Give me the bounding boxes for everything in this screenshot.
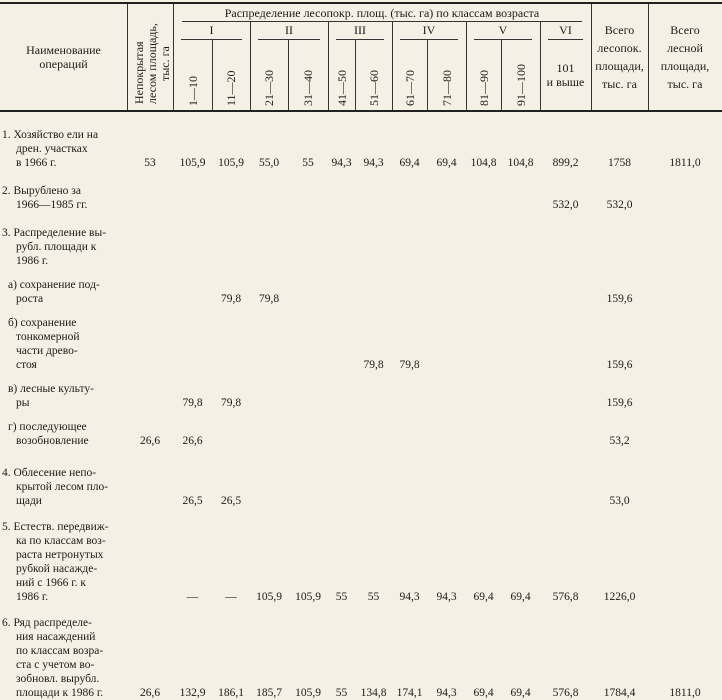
operation-name-line: площади к 1986 г. <box>16 687 104 699</box>
operation-name-line: роста <box>16 293 44 305</box>
cell-value: 55,0 <box>258 157 280 169</box>
age-class-4: IV <box>422 23 436 37</box>
cell-value: 185,7 <box>256 687 282 699</box>
total-covered-line: тыс. га <box>602 77 637 91</box>
cell-value: 105,9 <box>295 591 321 603</box>
header-uncovered-line: Непокрытая <box>132 41 146 104</box>
cell-value: 94,3 <box>331 157 352 169</box>
operation-name-line: дрен. участках <box>16 143 88 155</box>
cell-value: 132,9 <box>179 687 206 699</box>
operation-name <box>0 128 127 170</box>
age-range-5: 41—50 <box>334 70 349 106</box>
cell-value: 105,9 <box>295 687 321 699</box>
cell-value: 55 <box>367 591 380 603</box>
cell-value: 159,6 <box>606 293 633 305</box>
cell-value: 79,8 <box>220 397 242 409</box>
operation-name-line: ры <box>16 397 30 409</box>
cell-value: 79,8 <box>220 293 242 305</box>
operation-name-line: в 1966 г. <box>16 157 57 169</box>
table-row <box>0 122 722 170</box>
cell-value: 576,8 <box>552 591 579 603</box>
operation-name-line: части древо- <box>16 345 78 357</box>
cell-value: 174,1 <box>396 687 423 699</box>
operation-name-line: крытой лесом пло- <box>16 481 109 493</box>
age-range-8: 71—80 <box>439 70 454 106</box>
age-range-7: 61—70 <box>402 70 417 106</box>
total-forest-line: Всего <box>670 23 700 37</box>
operation-name-line: возобновление <box>16 435 89 447</box>
operation-name-line: стоя <box>16 359 37 371</box>
operation-name <box>0 382 127 410</box>
header-total-covered <box>591 4 648 110</box>
operation-name-line: а) сохранение под- <box>8 279 100 291</box>
cell-value: 55 <box>335 687 348 699</box>
operation-name <box>0 466 127 508</box>
distribution-title: Распределение лесопокр. площ. (тыс. га) по классам возраста <box>224 5 540 20</box>
cell-value: — <box>186 591 199 603</box>
cell-value: 26,6 <box>139 687 161 699</box>
cell-value: 105,9 <box>179 157 206 169</box>
cell-value: 69,4 <box>510 591 531 603</box>
total-forest-line: площади, <box>660 59 710 73</box>
table-header <box>0 2 722 112</box>
total-covered-line: лесопок. <box>597 41 642 55</box>
operation-name-line: 3. Распределение вы- <box>2 227 107 239</box>
operation-name-line: ка по классам воз- <box>16 535 106 547</box>
operation-name-line: 5. Естеств. передвиж- <box>2 521 109 533</box>
total-forest-line: лесной <box>667 41 703 55</box>
cell-value: 532,0 <box>552 199 579 211</box>
age-range-10: 91—100 <box>513 64 528 106</box>
table-row <box>0 268 722 306</box>
cell-value: 79,8 <box>363 359 384 371</box>
cell-value: 104,8 <box>470 157 497 169</box>
table-row <box>0 604 722 700</box>
age-class-3: III <box>354 23 366 37</box>
operation-name <box>0 616 127 700</box>
cell-value: 79,8 <box>182 397 203 409</box>
vi-range-line: и выше <box>546 74 585 89</box>
operation-name-line: 1986 г. <box>16 255 49 267</box>
age-class-6: VI <box>559 23 572 37</box>
header-vi-range <box>540 39 591 110</box>
cell-value: 105,9 <box>256 591 282 603</box>
cell-value: 53,0 <box>609 495 630 507</box>
cell-value: 79,8 <box>399 359 420 371</box>
operation-name-line: тонкомерной <box>16 331 80 343</box>
cell-value: 576,8 <box>552 687 579 699</box>
operation-name-line: зобновл. вырубл. <box>16 673 100 685</box>
cell-value: 79,8 <box>258 293 280 305</box>
table-row <box>0 448 722 508</box>
header-uncovered-line: лесом площадь, <box>145 23 159 104</box>
cell-value: 899,2 <box>552 157 579 169</box>
table-row <box>0 170 722 212</box>
header-uncovered-line: тыс. га <box>158 46 172 82</box>
cell-value: 53,2 <box>609 435 630 447</box>
operation-name-line: б) сохранение <box>8 317 77 329</box>
operation-name <box>0 278 127 306</box>
cell-value: — <box>225 591 237 603</box>
cell-value: 26,5 <box>182 495 203 507</box>
operation-name-line: щади <box>16 495 42 507</box>
operation-name <box>0 520 127 604</box>
operation-name-line: в) лесные культу- <box>8 383 94 395</box>
operation-name-line: 1. Хозяйство ели на <box>2 129 99 141</box>
cell-value: 69,4 <box>399 157 420 169</box>
cell-value: 94,3 <box>399 591 420 603</box>
operation-name-line: 2. Вырублено за <box>2 185 81 197</box>
operation-name-line: раста нетронутых <box>16 549 104 561</box>
operation-name <box>0 420 127 448</box>
cell-value: 55 <box>302 157 314 169</box>
cell-value: 69,4 <box>473 591 494 603</box>
cell-value: 53 <box>144 157 156 169</box>
cell-value: 26,6 <box>182 435 203 447</box>
operation-name <box>0 226 127 268</box>
cell-value: 532,0 <box>606 199 633 211</box>
cell-value: 1758 <box>608 157 631 169</box>
cell-value: 159,6 <box>606 397 633 409</box>
cell-value: 1226,0 <box>603 591 636 603</box>
table-body <box>0 122 722 700</box>
age-range-4: 31—40 <box>301 70 315 106</box>
cell-value: 94,3 <box>436 591 457 603</box>
vi-range-line: 101 <box>556 60 575 75</box>
header-total-forest <box>648 4 722 110</box>
table-row <box>0 306 722 372</box>
operation-name-line: 6. Ряд распределе- <box>2 617 92 629</box>
operation-name-line: 1966—1985 гг. <box>16 199 88 211</box>
age-range-2: 11—20 <box>224 70 238 106</box>
operation-name <box>0 184 127 212</box>
operation-name-line: ста с учетом во- <box>16 659 95 671</box>
total-covered-line: Всего <box>604 23 635 37</box>
header-name-col: Наименование операций <box>26 43 101 71</box>
header-uncovered-col <box>133 23 172 104</box>
cell-value: 69,4 <box>473 687 494 699</box>
age-range-9: 81—90 <box>476 70 491 106</box>
table-row <box>0 372 722 410</box>
age-class-1: I <box>209 23 214 37</box>
cell-value: 159,6 <box>606 359 633 371</box>
cell-value: 26,5 <box>220 495 242 507</box>
operation-name-line: рубкой насажде- <box>16 563 98 575</box>
age-range-6: 51—60 <box>366 70 381 106</box>
operation-name-line: г) последующее <box>8 421 87 433</box>
cell-value: 94,3 <box>363 157 384 169</box>
cell-value: 134,8 <box>360 687 387 699</box>
cell-value: 55 <box>335 591 348 603</box>
cell-value: 69,4 <box>510 687 531 699</box>
table-row <box>0 410 722 448</box>
cell-value: 104,8 <box>507 157 534 169</box>
table-row <box>0 212 722 268</box>
age-class-2: II <box>285 23 293 37</box>
total-covered-line: площади, <box>595 59 644 73</box>
operation-name-line: 4. Облесение непо- <box>2 467 97 479</box>
cell-value: 1811,0 <box>669 687 701 699</box>
age-range-3: 21—30 <box>262 70 276 106</box>
table-row <box>0 508 722 604</box>
age-range-1: 1—10 <box>185 76 200 106</box>
operation-name <box>0 316 127 372</box>
cell-value: 105,9 <box>218 157 244 169</box>
operation-name-line: по классам возра- <box>16 645 104 657</box>
cell-value: 186,1 <box>218 687 244 699</box>
cell-value: 1811,0 <box>669 157 701 169</box>
cell-value: 26,6 <box>139 435 161 447</box>
operation-name-line: 1986 г. <box>16 591 49 603</box>
age-class-5: V <box>498 23 508 37</box>
cell-value: 69,4 <box>436 157 457 169</box>
total-forest-line: тыс. га <box>667 77 703 91</box>
cell-value: 1784,4 <box>603 687 636 699</box>
operation-name-line: ний с 1966 г. к <box>16 577 86 589</box>
operation-name-line: ния насаждений <box>16 631 96 643</box>
operation-name-line: рубл. площади к <box>16 241 97 253</box>
cell-value: 94,3 <box>436 687 457 699</box>
